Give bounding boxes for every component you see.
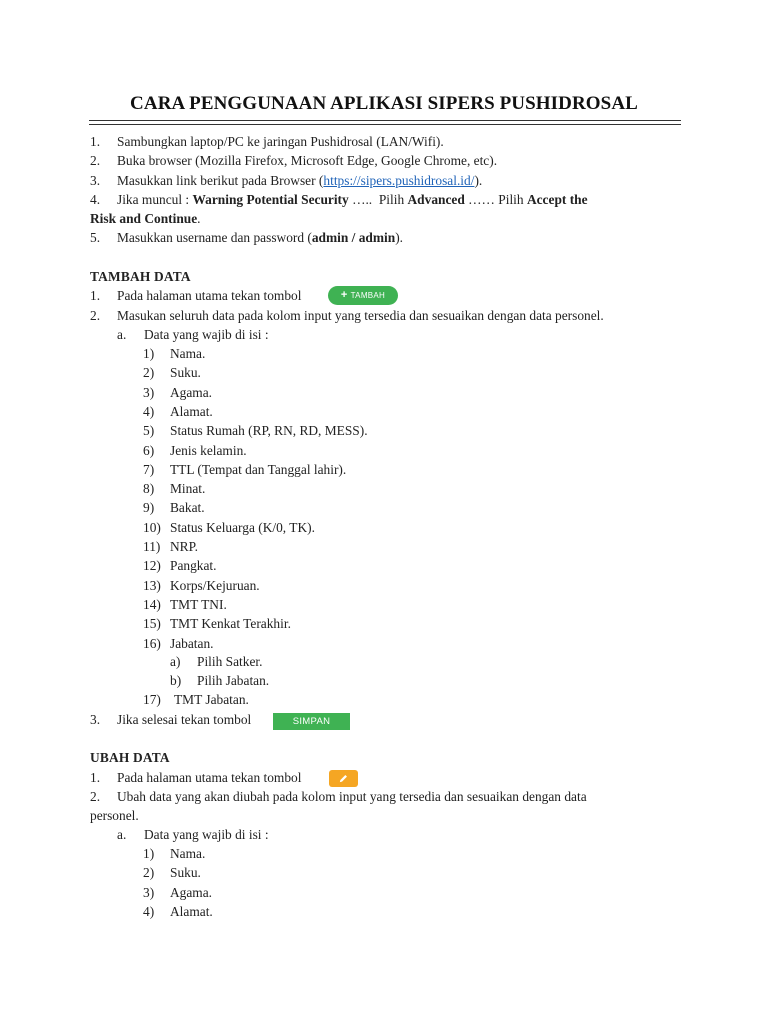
tambah-step2-text: Masukan seluruh data pada kolom input yang tersedia dan sesuaikan dengan data personel. bbox=[117, 308, 604, 323]
accept-risk-text: Accept the bbox=[526, 192, 588, 207]
tambah-field-num-4: 4) bbox=[143, 403, 155, 419]
tambah-field-num-13: 13) bbox=[143, 577, 161, 593]
tambah-field-num-16: 16) bbox=[143, 635, 161, 651]
tambah-field-text-9: Bakat. bbox=[170, 500, 205, 516]
ubah-field-text-2: Suku. bbox=[170, 865, 201, 881]
ubah-step1-text: Pada halaman utama tekan tombol bbox=[117, 770, 302, 785]
tambah-field-text-10: Status Keluarga (K/0, TK). bbox=[170, 519, 315, 535]
tambah-step2-num: 2. bbox=[90, 308, 101, 323]
intro-item-3 bbox=[117, 173, 482, 189]
tambah-step3-text: Jika selesai tekan tombol bbox=[117, 712, 252, 727]
tambah-field-text-6: Jenis kelamin. bbox=[170, 442, 247, 458]
intro-num-5: 5. bbox=[90, 230, 101, 245]
ubah-step2-text-cont: personel. bbox=[90, 808, 139, 823]
intro-item-4-text: Jika muncul : bbox=[117, 192, 193, 207]
intro-num-3: 3. bbox=[90, 173, 101, 188]
tambah-field-text-8: Minat. bbox=[170, 481, 206, 497]
ubah-field-num-1: 1) bbox=[143, 846, 155, 861]
tambah-field-text-14: TMT TNI. bbox=[170, 596, 227, 612]
jabatan-sub-a-text: Pilih Satker. bbox=[197, 654, 263, 669]
tambah-field-text-13: Korps/Kejuruan. bbox=[170, 577, 260, 593]
ubah-field-num-3: 3) bbox=[143, 884, 155, 900]
tambah-field-text-12: Pangkat. bbox=[170, 558, 217, 574]
ubah-field-text-3: Agama. bbox=[170, 884, 213, 900]
tambah-button-label: TAMBAH bbox=[350, 291, 386, 300]
ubah-field-num-4: 4) bbox=[143, 903, 155, 919]
intro-num-1: 1. bbox=[90, 134, 101, 149]
intro-item-5-end: ). bbox=[395, 230, 404, 245]
tambah-field-text-1: Nama. bbox=[170, 346, 206, 361]
ubah-step2-text: Ubah data yang akan diubah pada kolom input yang tersedia dan sesuaikan dengan data bbox=[117, 789, 587, 804]
jabatan-sub-a-num: a) bbox=[170, 654, 181, 669]
tambah-field-text-3: Agama. bbox=[170, 384, 213, 400]
sipers-link[interactable]: https://sipers.pushidrosal.id/ bbox=[323, 173, 475, 188]
intro-item-3-text: Masukkan link berikut pada Browser ( bbox=[117, 173, 324, 188]
intro-item-1: Sambungkan laptop/PC ke jaringan Pushidrosal (LAN/Wifi). bbox=[117, 134, 444, 149]
intro-item-2: Buka browser (Mozilla Firefox, Microsoft Edge, Google Chrome, etc). bbox=[117, 153, 498, 168]
intro-item-3-end: ). bbox=[474, 173, 483, 188]
tambah-field-num-3: 3) bbox=[143, 384, 155, 400]
pencil-icon bbox=[338, 773, 349, 784]
title-rule-thin bbox=[89, 124, 681, 125]
ubah-sub-a-num: a. bbox=[117, 827, 127, 842]
tambah-field-text-11: NRP. bbox=[170, 539, 198, 554]
intro-item-4-cont bbox=[90, 211, 201, 227]
ubah-step2-num: 2. bbox=[90, 789, 101, 804]
tambah-field-num-12: 12) bbox=[143, 558, 161, 574]
tambah-field-num-10: 10) bbox=[143, 519, 161, 535]
ubah-field-text-1: Nama. bbox=[170, 846, 206, 861]
tambah-field-num-2: 2) bbox=[143, 365, 155, 381]
tambah-field-num-5: 5) bbox=[143, 423, 155, 439]
intro-item-4-end: . bbox=[197, 211, 201, 226]
intro-item-4 bbox=[117, 192, 588, 208]
intro-item-4-mid2: …… Pilih bbox=[464, 192, 527, 207]
edit-button[interactable] bbox=[329, 770, 358, 787]
tambah-sub-a-text: Data yang wajib di isi : bbox=[144, 327, 269, 342]
tambah-field-text-7: TTL (Tempat dan Tanggal lahir). bbox=[170, 461, 347, 477]
tambah-field-text-15: TMT Kenkat Terakhir. bbox=[170, 616, 291, 632]
tambah-field-num-11: 11) bbox=[143, 539, 161, 554]
ubah-sub-a-text: Data yang wajib di isi : bbox=[144, 827, 269, 842]
ubah-field-num-2: 2) bbox=[143, 865, 155, 881]
tambah-heading: TAMBAH DATA bbox=[90, 269, 191, 284]
tambah-button[interactable] bbox=[328, 286, 398, 305]
ubah-step1-num: 1. bbox=[90, 770, 101, 785]
title-rule-thick bbox=[89, 120, 681, 121]
credentials-text: admin / admin bbox=[311, 230, 396, 245]
simpan-button[interactable]: SIMPAN bbox=[273, 713, 350, 730]
page-title: CARA PENGGUNAAN APLIKASI SIPERS PUSHIDROSAL bbox=[130, 93, 638, 114]
tambah-field-text-16: Jabatan. bbox=[170, 635, 214, 651]
jabatan-sub-b-text: Pilih Jabatan. bbox=[197, 673, 270, 688]
tambah-field-num-1: 1) bbox=[143, 346, 155, 361]
tambah-sub-a-num: a. bbox=[117, 327, 127, 342]
advanced-text: Advanced bbox=[407, 192, 465, 207]
warning-security-text: Warning Potential Security bbox=[192, 192, 349, 207]
intro-num-2: 2. bbox=[90, 153, 101, 168]
tambah-field-num-15: 15) bbox=[143, 616, 161, 632]
intro-item-4-mid1: ….. Pilih bbox=[348, 192, 408, 207]
tambah-step1-text: Pada halaman utama tekan tombol bbox=[117, 288, 302, 303]
intro-item-5 bbox=[117, 230, 403, 246]
tambah-field-num-7: 7) bbox=[143, 461, 155, 477]
tambah-field-num-6: 6) bbox=[143, 442, 155, 458]
tambah-step3-num: 3. bbox=[90, 712, 101, 727]
tambah-field-num-14: 14) bbox=[143, 596, 161, 612]
ubah-field-text-4: Alamat. bbox=[170, 903, 213, 919]
tambah-field-17-num: 17) bbox=[143, 692, 161, 707]
plus-icon: + bbox=[340, 289, 348, 301]
tambah-field-num-9: 9) bbox=[143, 500, 155, 516]
tambah-step1-num: 1. bbox=[90, 288, 101, 303]
tambah-field-text-4: Alamat. bbox=[170, 403, 213, 419]
tambah-field-num-8: 8) bbox=[143, 481, 155, 497]
ubah-heading: UBAH DATA bbox=[90, 750, 170, 765]
tambah-field-text-2: Suku. bbox=[170, 365, 201, 381]
intro-num-4: 4. bbox=[90, 192, 101, 207]
tambah-field-17-text: TMT Jabatan. bbox=[174, 692, 249, 707]
intro-item-5-text: Masukkan username dan password ( bbox=[117, 230, 312, 245]
tambah-field-text-5: Status Rumah (RP, RN, RD, MESS). bbox=[170, 423, 368, 439]
accept-risk-text-cont: Risk and Continue bbox=[90, 211, 198, 226]
jabatan-sub-b-num: b) bbox=[170, 673, 182, 688]
